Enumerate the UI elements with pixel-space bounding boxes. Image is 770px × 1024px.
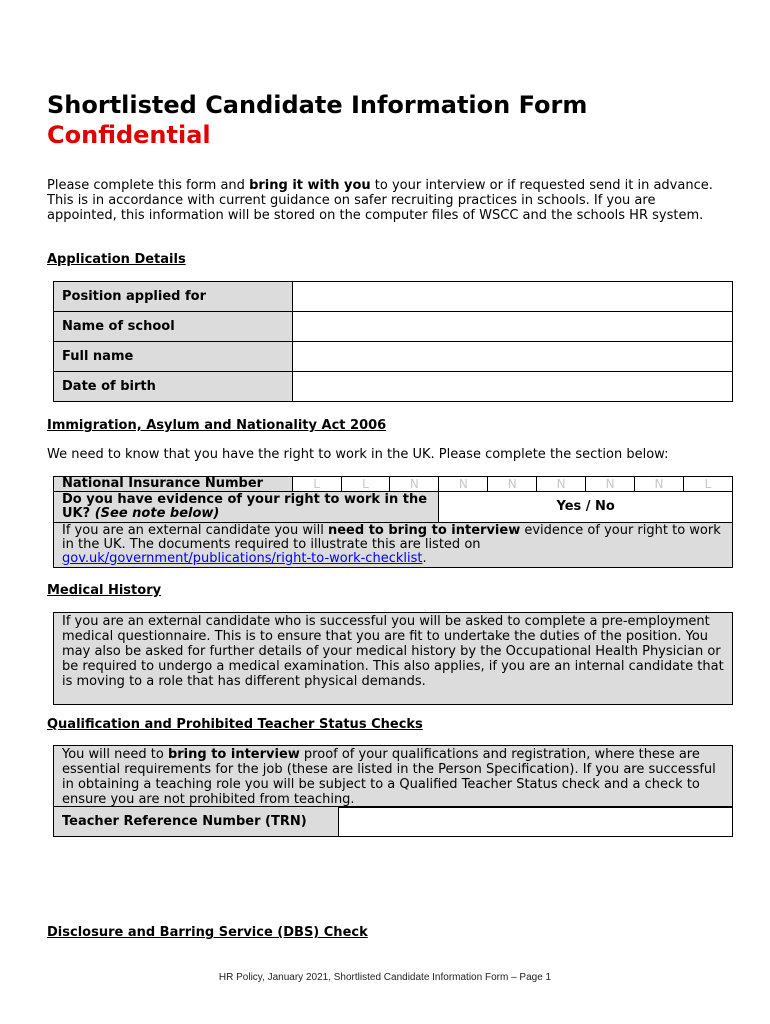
ni-row <box>54 477 733 492</box>
trn-field[interactable] <box>339 807 733 837</box>
note-text-1: If you are an external candidate you will <box>62 523 328 538</box>
qualification-bold: bring to interview <box>167 747 300 762</box>
right-to-work-checklist-link[interactable]: gov.uk/government/publications/right-to-work-checklist <box>62 551 423 566</box>
table-row <box>54 372 733 402</box>
intro-text-1: Please complete this form and <box>47 178 250 193</box>
application-details-table <box>53 281 733 402</box>
ni-box[interactable]: N <box>537 477 586 492</box>
evidence-label: Do you have evidence of your right to work in the UK? <box>62 492 428 521</box>
school-label: Name of school <box>54 312 293 342</box>
position-field[interactable] <box>293 282 733 312</box>
intro-paragraph <box>47 178 727 223</box>
dob-label: Date of birth <box>54 372 293 402</box>
ni-box[interactable]: L <box>292 477 341 492</box>
ni-box[interactable]: L <box>683 477 732 492</box>
qualification-text-2: proof of your qualifications and registration, where these are essential requirements for the job (these are listed in the Person Specification). If you are successful in obtaining a teaching role you will be subject to a Qualified Teacher Status check and a check to ensure you are not prohibited from teaching. <box>62 747 716 807</box>
application-details-heading: Application Details <box>47 252 186 267</box>
note-text-2: evidence of your right to work in the UK. The documents required to illustrate this are listed on <box>62 523 721 552</box>
form-title: Shortlisted Candidate Information Form <box>47 91 588 119</box>
intro-bold: bring it with you <box>249 178 371 193</box>
trn-label: Teacher Reference Number (TRN) <box>54 807 339 837</box>
table-row <box>54 312 733 342</box>
immigration-intro: We need to know that you have the right to work in the UK. Please complete the section below: <box>47 447 669 462</box>
ni-box[interactable]: N <box>439 477 488 492</box>
evidence-row <box>54 492 733 523</box>
qualification-text-1: You will need to <box>62 747 168 762</box>
table-row <box>54 282 733 312</box>
full-name-field[interactable] <box>293 342 733 372</box>
right-to-work-note <box>54 523 733 568</box>
ni-number-label: National Insurance Number <box>54 477 293 492</box>
yes-no-field[interactable]: Yes / No <box>439 492 733 523</box>
page-footer: HR Policy, January 2021, Shortlisted Candidate Information Form – Page 1 <box>218 972 552 983</box>
dob-field[interactable] <box>293 372 733 402</box>
note-row <box>54 523 733 568</box>
note-end: . <box>422 551 427 566</box>
immigration-heading: Immigration, Asylum and Nationality Act 2006 <box>47 418 387 433</box>
ni-box[interactable]: L <box>341 477 390 492</box>
confidential-label: Confidential <box>47 121 211 149</box>
right-to-work-table <box>53 476 733 568</box>
ni-box[interactable]: N <box>488 477 537 492</box>
table-row <box>54 807 733 837</box>
ni-box[interactable]: N <box>390 477 439 492</box>
full-name-label: Full name <box>54 342 293 372</box>
position-label: Position applied for <box>54 282 293 312</box>
evidence-note-ref: (See note below) <box>94 506 220 521</box>
intro-text-2: to your interview or if requested send it in advance. This is in accordance with current guidance on safer recruiting practices in schools. If you are appointed, this information will be stored on the computer files of WSCC and the schools HR system. <box>47 178 713 223</box>
ni-box[interactable]: N <box>586 477 635 492</box>
trn-table <box>53 806 733 837</box>
dbs-heading: Disclosure and Barring Service (DBS) Check <box>47 925 368 940</box>
table-row <box>54 342 733 372</box>
school-field[interactable] <box>293 312 733 342</box>
medical-history-box: If you are an external candidate who is successful you will be asked to complete a pre-employment medical questionnaire. This is to ensure that you are fit to undertake the duties of the position. You may also be asked for further details of your medical history by the Occupational Health Physician or be required to undergo a medical examination. This also applies, if you are an internal candidate that is moving to a role that has different physical demands. <box>53 612 733 705</box>
qualification-heading: Qualification and Prohibited Teacher Status Checks <box>47 717 423 732</box>
medical-history-heading: Medical History <box>47 583 162 598</box>
ni-box[interactable]: N <box>635 477 684 492</box>
evidence-question <box>54 492 439 523</box>
qualification-box <box>53 745 733 808</box>
note-bold: need to bring to interview <box>327 523 521 538</box>
